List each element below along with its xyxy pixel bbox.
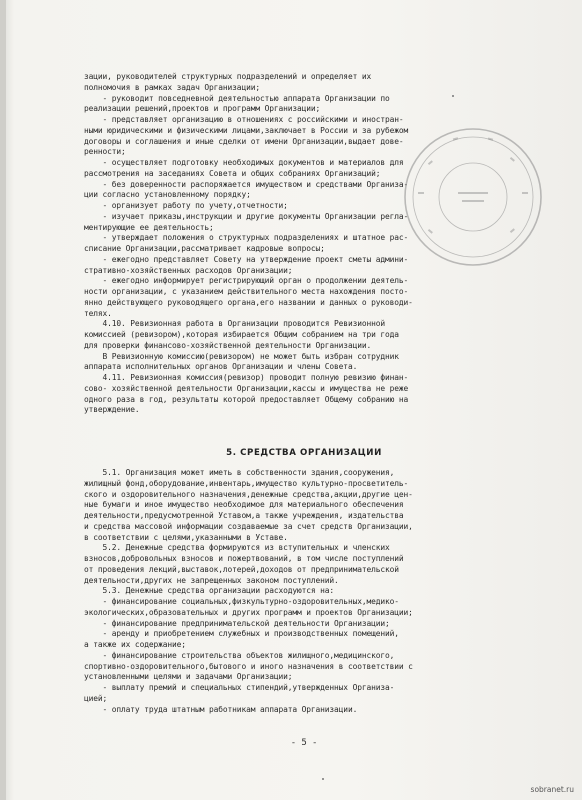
text-line: одного раза в год, результаты которой предоставляет Общему собранию на — [84, 394, 409, 404]
text-line: стративно-хозяйственных расходов Организации; — [84, 265, 293, 275]
text-line: - финансирование предпринимательской деятельности Организации; — [84, 618, 390, 628]
text-line: - руководит повседневной деятельностью аппарата Организации по — [84, 93, 390, 103]
text-line: реализации решений,проектов и программ Организации; — [84, 104, 321, 114]
text-line: 5.1. Организация может иметь в собственности здания,сооружения, — [84, 468, 395, 477]
text-line: - осуществляет подготовку необходимых документов и материалов для — [84, 158, 404, 167]
text-line: ции согласно установленному порядку; — [84, 190, 251, 200]
binding-edge — [0, 0, 6, 800]
text-line: списание Организации,рассматривает кадровые вопросы; — [84, 244, 325, 253]
text-line: договоры и соглашения и иные сделки от имени Организации,выдает дове- — [84, 136, 404, 146]
text-line: В Ревизионную комиссию(ревизором) не может быть избран сотрудник — [84, 351, 399, 361]
section-title: 5. СРЕДСТВА ОРГАНИЗАЦИИ — [226, 448, 382, 458]
text-line: зации, руководителей структурных подразделений и определяет их — [84, 72, 372, 81]
text-line: спортивно-оздоровительного,бытового и иного назначения в соответствии с — [84, 661, 413, 671]
text-line: - выплату премий и специальных стипендий,утвержденных Организа- — [84, 683, 395, 692]
text-line: 5.3. Денежные средства организации расходуются на: — [84, 586, 335, 596]
text-line: экологических,образовательных и других программ и проектов Организации; — [84, 607, 413, 617]
text-line: сово- хозяйственной деятельности Организации,кассы и имущества не реже — [84, 383, 409, 393]
text-line: ренности; — [84, 147, 126, 157]
text-line: - аренду и приобретением служебных и производственных помещений, — [84, 629, 399, 639]
text-line: - финансирование строительства объектов жилищного,медицинского, — [84, 650, 395, 660]
page-content — [84, 72, 524, 748]
text-line: жилищный фонд,оборудование,инвентарь,имущество культурно-просветитель- — [84, 478, 409, 488]
text-line: - ежегодно представляет Совету на утверждение проект сметы админи- — [84, 254, 409, 264]
text-line: ности организации, с указанием действительного места нахождения посто- — [84, 287, 409, 296]
text-line: телях. — [84, 308, 112, 318]
scan-speck — [452, 95, 454, 97]
text-line: комиссией (ревизором),которая избирается Общим собранием на три года — [84, 330, 399, 339]
text-line: - оплату труда штатным работникам аппарата Организации. — [84, 704, 358, 714]
text-line: ными юридическими и физическими лицами,заключает в России и за рубежом — [84, 125, 409, 135]
text-line: 4.11. Ревизионная комиссия(ревизор) проводит полную ревизию финан- — [84, 373, 409, 382]
text-line: аппарата исполнительных органов Организации и члены Совета. — [84, 362, 358, 372]
text-line: в соответствии с целями,указанными в Уставе. — [84, 532, 288, 542]
text-line: деятельности,других не запрещенных законом поступлений. — [84, 575, 339, 585]
text-line: ментирующие ее деятельность; — [84, 222, 214, 232]
text-line: ского и оздоровительного назначения,денежные средства,акции,другие цен- — [84, 489, 413, 499]
text-line: рассмотрения на заседаниях Совета и общих собраниях Организаций; — [84, 168, 381, 178]
page-number: - 5 - — [290, 738, 318, 748]
text-line: - финансирование социальных,физкультурно-оздоровительных,медико- — [84, 597, 399, 606]
text-line: ные бумаги и иное имущество необходимое для материального обеспечения — [84, 500, 404, 510]
text-line: утверждение. — [84, 405, 140, 415]
section-4-continuation — [84, 72, 524, 416]
text-line: янно действующего руководящего органа,его названии и данных о руководи- — [84, 297, 413, 307]
text-line: 4.10. Ревизионная работа в Организации проводится Ревизионной — [84, 319, 385, 329]
text-line: деятельности,предусмотренной Уставом,а также учреждения, издательства — [84, 511, 404, 520]
text-line: цией; — [84, 693, 108, 703]
text-line: - представляет организацию в отношениях с российскими и иностран- — [84, 115, 404, 124]
text-line: взносов,добровольных взносов и пожертвований, в том числе поступлений — [84, 554, 404, 563]
text-line: полномочия в рамках задач Организации; — [84, 82, 260, 92]
text-line: для проверки финансово-хозяйственной деятельности Организации. — [84, 340, 372, 350]
text-line: установленными целями и задачами Организации; — [84, 672, 293, 682]
text-line: - организует работу по учету,отчетности; — [84, 201, 288, 210]
scan-speck — [322, 778, 324, 780]
text-line: - утверждает положения о структурных подразделениях и штатное рас- — [84, 233, 409, 243]
watermark: sobranet.ru — [530, 785, 574, 794]
text-line: от проведения лекций,выставок,лотерей,доходов от предпринимательской — [84, 564, 399, 574]
text-line: и средства массовой информации создаваемые за счет средств Организации, — [84, 521, 413, 531]
text-line: 5.2. Денежные средства формируются из вступительных и членских — [84, 543, 390, 553]
section-5-body — [84, 468, 413, 715]
text-line: - ежегодно информирует регистрирующий орган о продолжении деятель- — [84, 276, 409, 286]
text-line: - изучает приказы,инструкции и другие документы Организации регла- — [84, 211, 409, 221]
text-line: - без доверенности распоряжается имуществом и средствами Организа- — [84, 179, 409, 189]
text-line: а также их содержание; — [84, 640, 186, 649]
